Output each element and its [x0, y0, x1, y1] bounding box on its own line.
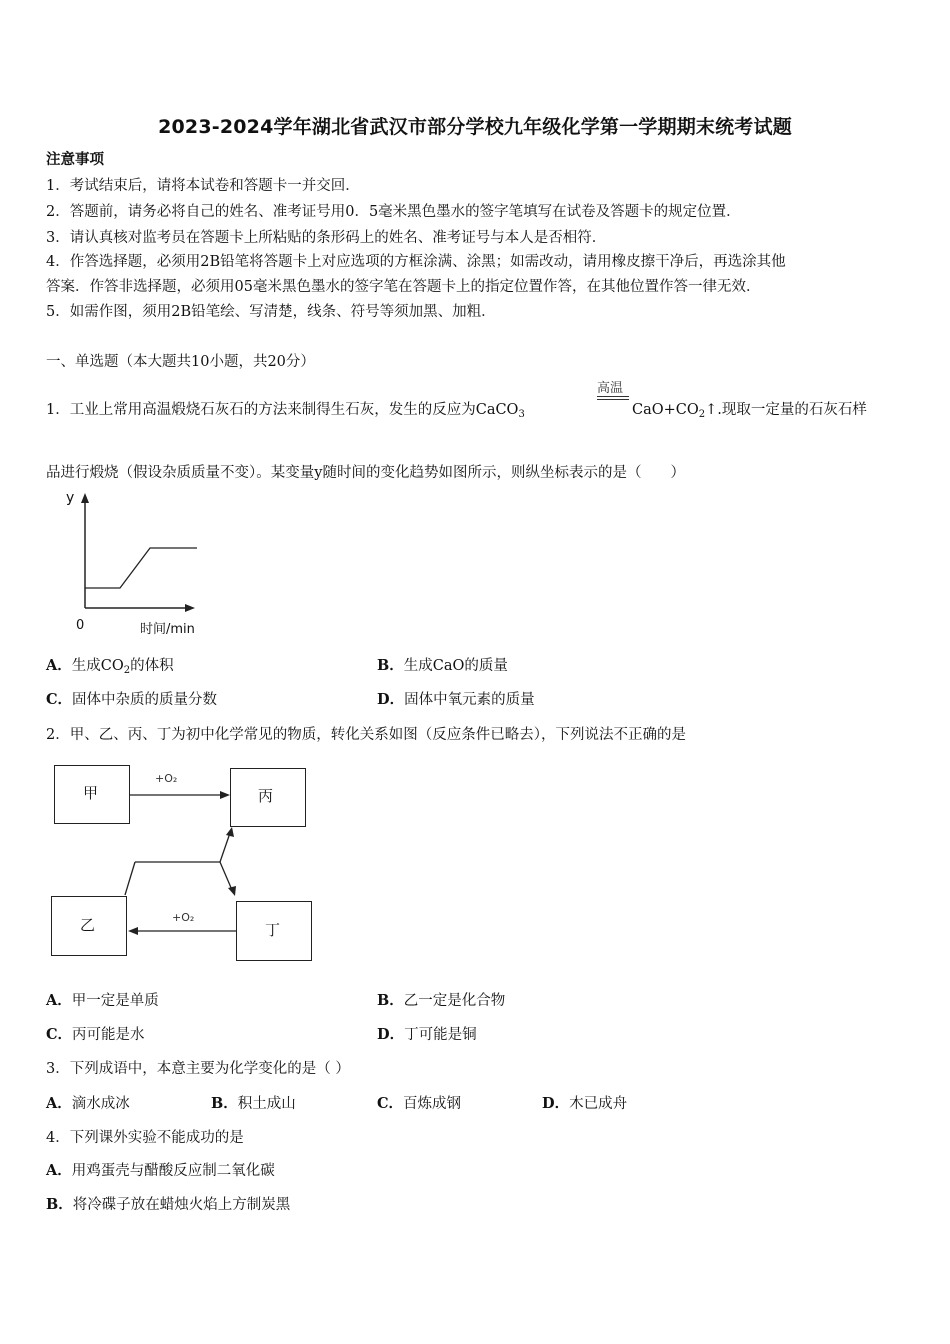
- cond-top: +O₂: [155, 772, 178, 785]
- graph-x-label: 时间/min: [140, 622, 195, 637]
- q3-option-c[interactable]: [377, 1094, 461, 1114]
- q1-stem-line1-b: [632, 400, 867, 420]
- q4-option-a-text: 用鸡蛋壳与醋酸反应制二氧化碳: [71, 1163, 275, 1179]
- graph-y-label: y: [66, 490, 75, 506]
- q4-option-b-label: B．: [46, 1196, 73, 1213]
- box-bing-label: 丙: [258, 787, 274, 805]
- q2-option-a[interactable]: [46, 991, 159, 1011]
- connector-to-ding: [220, 862, 232, 890]
- q3-option-b[interactable]: [211, 1094, 296, 1114]
- q1-sub3: 3: [518, 409, 525, 420]
- q3-option-a-label: A．: [46, 1095, 72, 1112]
- q2-option-d-text: 丁可能是铜: [404, 1027, 477, 1043]
- arrow-ding-yi-head: [128, 927, 138, 935]
- q1-option-b[interactable]: [377, 656, 508, 676]
- cond-bottom: +O₂: [172, 911, 195, 924]
- q1-stem-line2: 品进行煅烧（假设杂质质量不变）。某变量y随时间的变化趋势如图所示，则纵坐标表示的是（ ）: [46, 465, 685, 481]
- q2-option-d[interactable]: [377, 1025, 477, 1045]
- q1-option-a-label: A．: [46, 657, 72, 674]
- q1-sub2: 2: [698, 409, 706, 420]
- q1-option-a-text: 生成CO: [71, 658, 124, 674]
- q4-option-b-text: 将冷碟子放在蜡烛火焰上方制炭黑: [72, 1197, 291, 1213]
- notice-heading: 注意事项: [46, 151, 104, 168]
- q2-stem: 2．甲、乙、丙、丁为初中化学常见的物质，转化关系如图（反应条件已略去），下列说法不正确的是: [46, 727, 686, 743]
- q4-option-a-label: A．: [46, 1162, 72, 1179]
- q1-option-b-text: 生成CaO的质量: [403, 658, 508, 674]
- notice-item-5: 5．如需作图，须用2B铅笔绘、写清楚，线条、符号等须加黑、加粗．: [46, 304, 496, 320]
- q1-option-c[interactable]: [46, 690, 217, 710]
- connector-yi: [125, 862, 135, 895]
- q1-option-a-sub: 2: [123, 665, 131, 676]
- x-axis-arrow: [185, 604, 195, 612]
- q3-option-d[interactable]: [542, 1094, 627, 1114]
- q1-option-b-label: B．: [377, 657, 404, 674]
- q1-option-d-text: 固体中氧元素的质量: [404, 692, 535, 708]
- q1-stem-b: ↑.现取一定量的石灰石样: [705, 402, 867, 418]
- q3-option-c-text: 百炼成钢: [403, 1096, 462, 1112]
- q1-graph: [55, 488, 220, 638]
- q2-option-d-label: D．: [377, 1026, 405, 1043]
- q2-option-c[interactable]: [46, 1025, 145, 1045]
- section-heading: 一、单选题（本大题共10小题，共20分）: [46, 354, 315, 370]
- q3-option-d-label: D．: [542, 1095, 570, 1112]
- q4-option-a[interactable]: [46, 1161, 275, 1181]
- connector-to-ding-head: [228, 886, 236, 896]
- graph-origin: 0: [76, 618, 85, 633]
- box-jia-label: 甲: [83, 784, 99, 802]
- q1-stem-a: 1．工业上常用高温煅烧石灰石的方法来制得生石灰，发生的反应为CaCO: [46, 402, 519, 418]
- q3-option-a-text: 滴水成冰: [71, 1096, 130, 1112]
- q3-option-c-label: C．: [377, 1095, 404, 1112]
- box-ding-label: 丁: [265, 921, 281, 939]
- q2-option-b-text: 乙一定是化合物: [403, 993, 506, 1009]
- q2-option-c-text: 丙可能是水: [72, 1027, 145, 1043]
- q1-option-d-label: D．: [377, 691, 405, 708]
- q4-stem: 4．下列课外实验不能成功的是: [46, 1130, 244, 1146]
- q1-stem-line1: [46, 400, 525, 420]
- notice-item-4-cont: 答案．作答非选择题，必须用05毫米黑色墨水的签字笔在答题卡上的指定位置作答，在其他位置作答一律无效．: [46, 279, 761, 295]
- notice-item-4: 4．作答选择题，必须用2B铅笔将答题卡上对应选项的方框涂满、涂黑；如需改动，请用橡皮擦干净后，再选涂其他: [46, 254, 786, 270]
- q1-option-a[interactable]: [46, 656, 174, 676]
- q3-option-b-label: B．: [211, 1095, 238, 1112]
- notice-item-2: 2．答题前，请务必将自己的姓名、准考证号用0．5毫米黑色墨水的签字笔填写在试卷及答题卡的规定位置．: [46, 204, 741, 220]
- q1-option-c-text: 固体中杂质的质量分数: [72, 692, 218, 708]
- reaction-equals-top: [597, 396, 629, 397]
- page-title: 2023-2024学年湖北省武汉市部分学校九年级化学第一学期期末统考试题: [158, 116, 792, 138]
- notice-item-1: 1．考试结束后，请将本试卷和答题卡一并交回．: [46, 178, 360, 194]
- connector-to-bing: [220, 833, 230, 862]
- connector-to-bing-head: [226, 827, 234, 837]
- q1-product: CaO+CO: [632, 402, 699, 418]
- q4-option-b[interactable]: [46, 1195, 290, 1215]
- q2-option-b[interactable]: [377, 991, 505, 1011]
- q1-option-c-label: C．: [46, 691, 73, 708]
- notice-item-3: 3．请认真核对监考员在答题卡上所粘贴的条形码上的姓名、准考证号与本人是否相符．: [46, 230, 607, 246]
- q3-option-a[interactable]: [46, 1094, 130, 1114]
- y-axis-arrow: [81, 493, 89, 503]
- reaction-condition: 高温: [597, 381, 624, 396]
- reaction-equals-bottom: [597, 399, 629, 400]
- q3-option-d-text: 木已成舟: [569, 1096, 628, 1112]
- q2-option-b-label: B．: [377, 992, 404, 1009]
- graph-curve: [85, 548, 197, 588]
- q3-option-b-text: 积土成山: [237, 1096, 296, 1112]
- q1-option-d[interactable]: [377, 690, 535, 710]
- q2-option-a-text: 甲一定是单质: [71, 993, 159, 1009]
- box-yi-label: 乙: [80, 916, 96, 934]
- q3-stem: 3．下列成语中，本意主要为化学变化的是（ ）: [46, 1061, 350, 1077]
- arrow-jia-bing-head: [220, 791, 230, 799]
- q2-option-c-label: C．: [46, 1026, 73, 1043]
- q2-option-a-label: A．: [46, 992, 72, 1009]
- q1-option-a-text-b: 的体积: [130, 658, 174, 674]
